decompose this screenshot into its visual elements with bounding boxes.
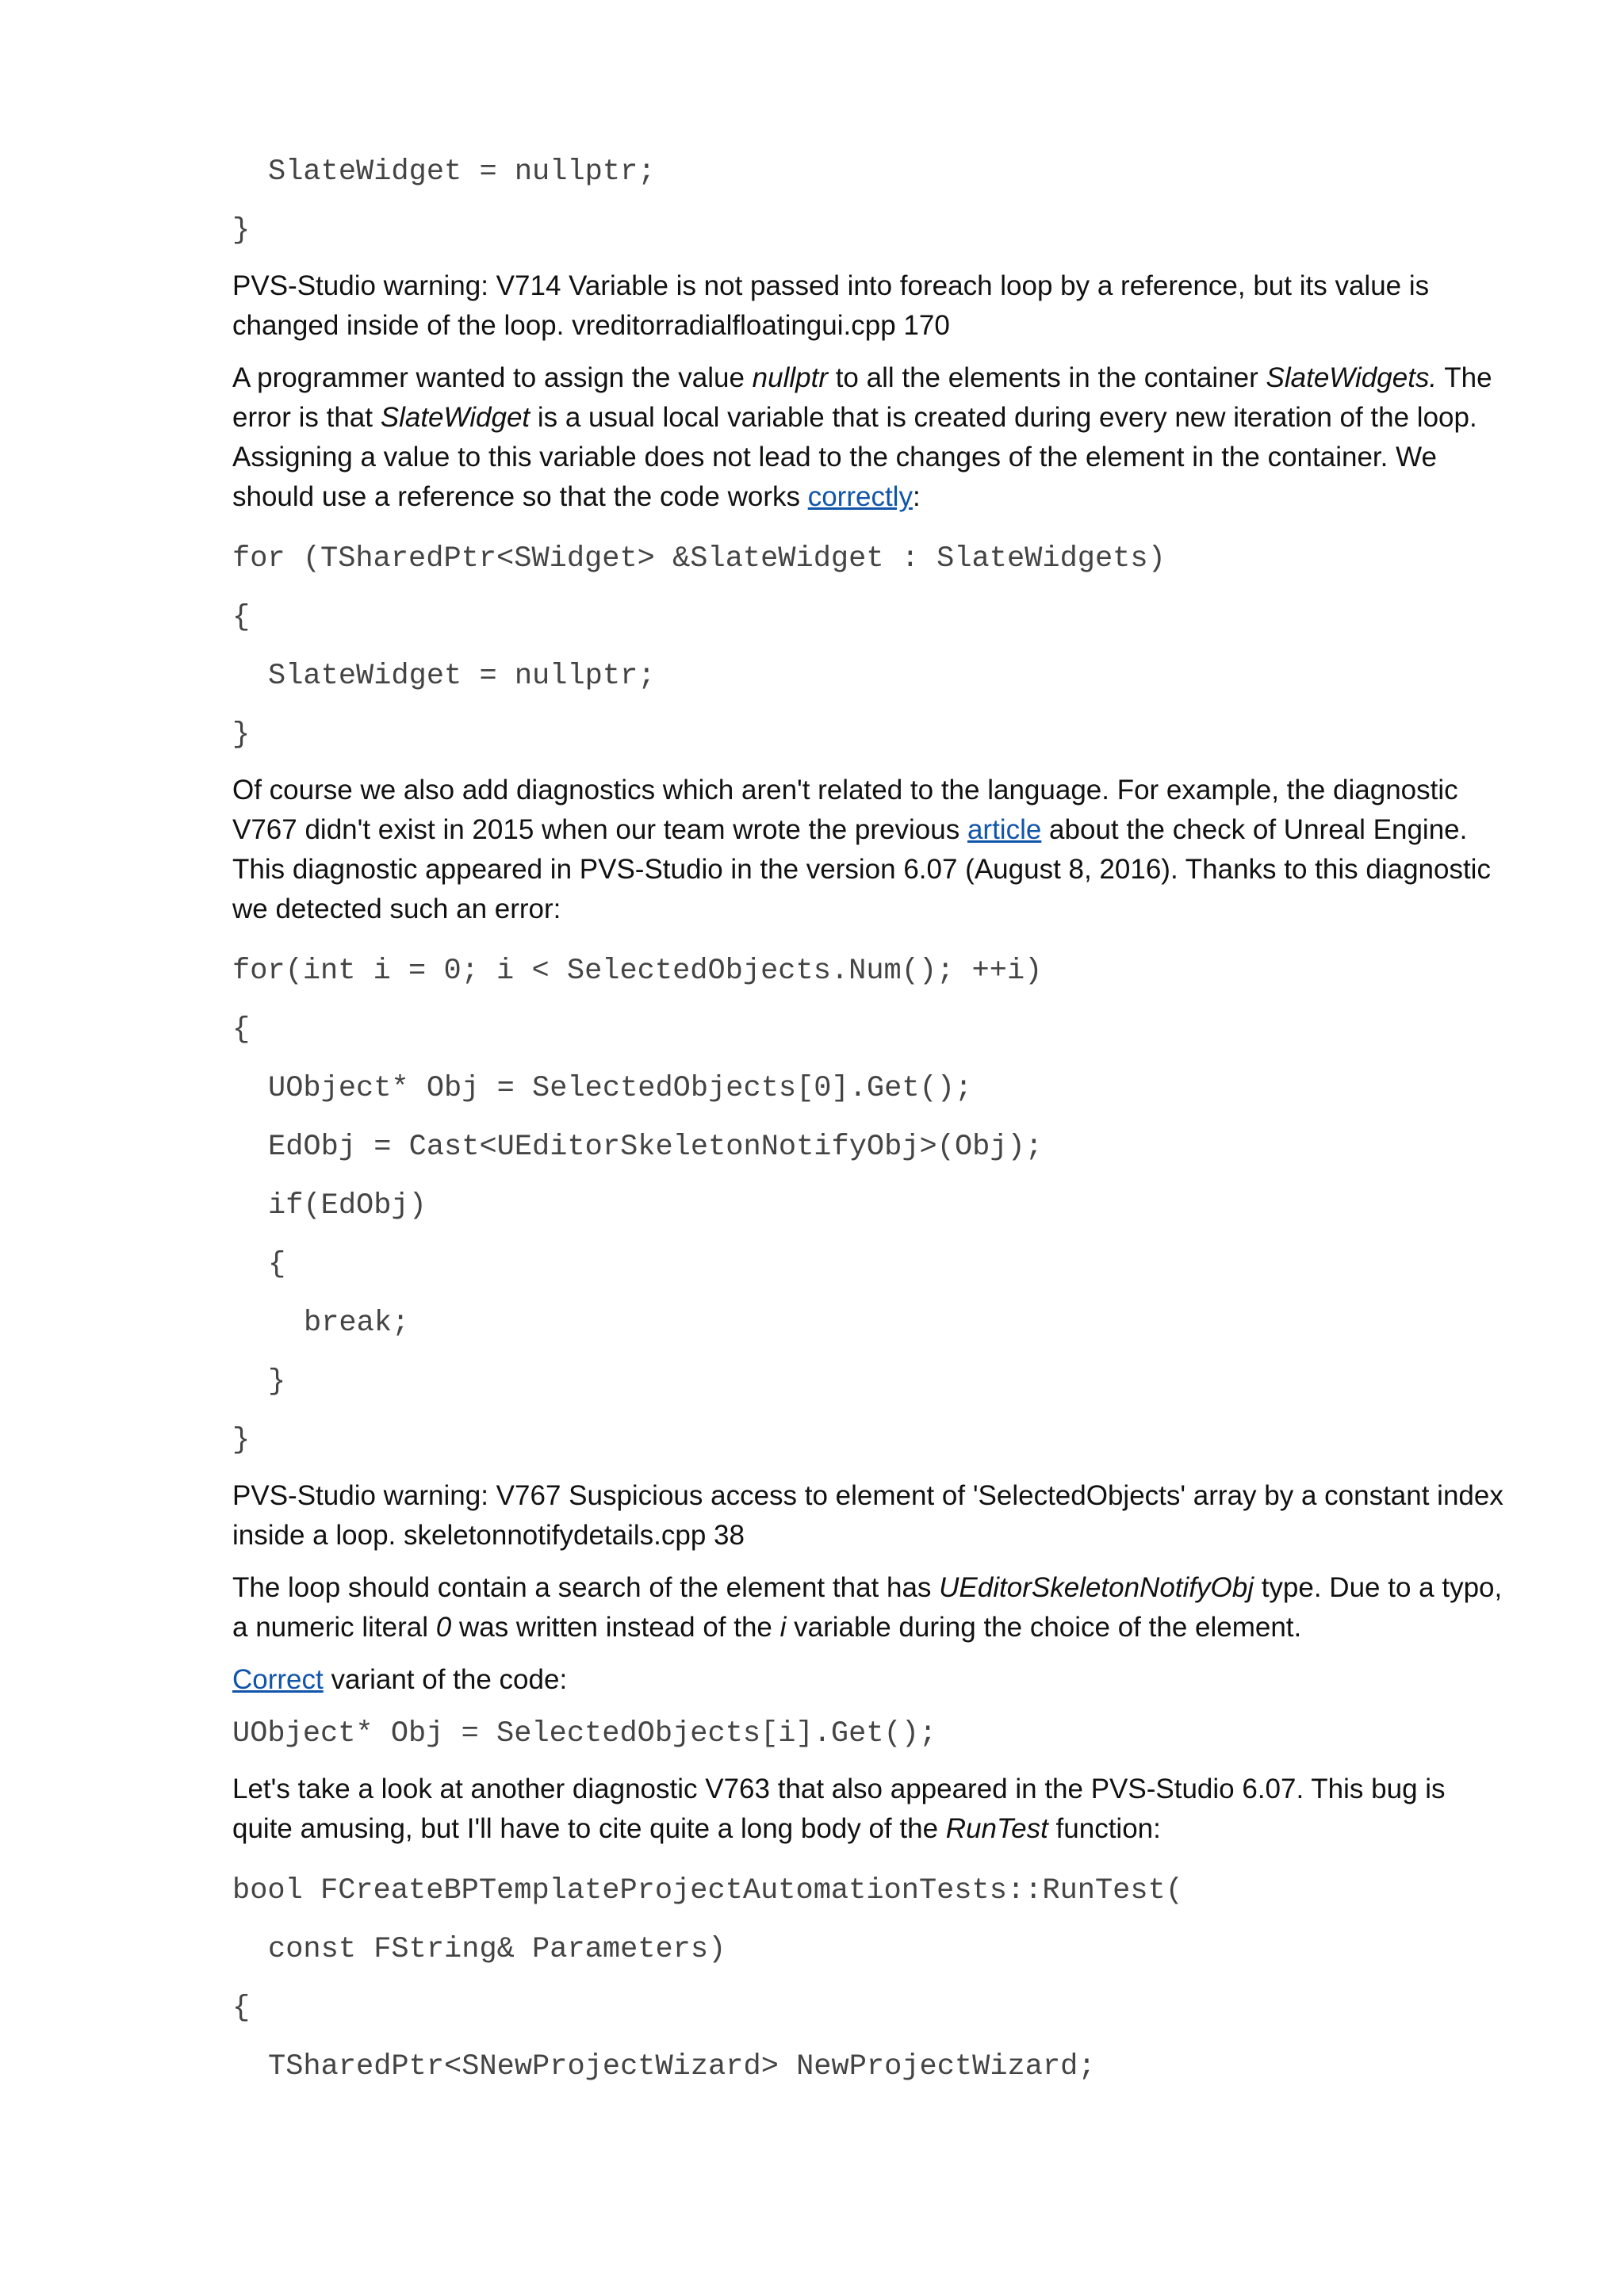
text-run: function: — [1048, 1813, 1161, 1844]
text-run: to all the elements in the container — [827, 362, 1266, 393]
code-line: bool FCreateBPTemplateProjectAutomationTests::RunTest( — [232, 1874, 1183, 1908]
code-line: } — [268, 1365, 286, 1399]
diagnostics-paragraph — [232, 771, 1509, 929]
italic-run: 0 — [435, 1612, 452, 1643]
article-link[interactable]: article — [967, 814, 1042, 845]
italic-run: nullptr — [752, 362, 828, 393]
text-run: was written instead of the — [451, 1612, 780, 1643]
warning-paragraph: PVS-Studio warning: V714 Variable is not passed into foreach loop by a reference, but its value is changed inside of the loop. vreditorradialfloatingui.cpp 170 — [232, 270, 1430, 341]
text-run: Let's take a look at another diagnostic V763 that also appeared in the PVS-Studio 6.07. This bug is quite amusing, but I'll have to cite quite a long body of the — [232, 1774, 1446, 1844]
correctly-link[interactable]: correctly — [807, 481, 913, 512]
correct-variant-paragraph — [232, 1660, 1509, 1700]
text-run: The loop should contain a search of the element that has — [232, 1572, 940, 1603]
code-line: } — [232, 1424, 251, 1457]
code-line: TSharedPtr<SNewProjectWizard> NewProjectWizard; — [268, 2050, 1096, 2084]
warning-paragraph: PVS-Studio warning: V767 Suspicious access to element of 'SelectedObjects' array by a constant index inside a loop. skeletonnotifydetails.cpp 38 — [232, 1480, 1503, 1551]
text-run: about the check of Unreal Engine. This diagnostic appeared in PVS-Studio in the version 6.07 (August 8, 2016). Thanks to this diagnostic we detected such an error: — [232, 814, 1491, 924]
article-body — [232, 143, 1509, 2096]
code-line: break; — [304, 1307, 410, 1340]
text-run: A programmer wanted to assign the value — [232, 362, 753, 393]
code-line: EdObj = Cast<UEditorSkeletonNotifyObj>(Obj); — [268, 1131, 1043, 1164]
code-line: if(EdObj) — [268, 1189, 427, 1223]
code-line: UObject* Obj = SelectedObjects[i].Get(); — [232, 1717, 937, 1751]
italic-run: SlateWidgets. — [1266, 362, 1438, 393]
code-line: SlateWidget = nullptr; — [268, 155, 656, 189]
code-line: { — [232, 601, 251, 634]
code-line: { — [232, 1992, 251, 2025]
code-line: UObject* Obj = SelectedObjects[0].Get(); — [268, 1072, 973, 1105]
code-line: { — [268, 1248, 286, 1281]
text-run: : — [912, 481, 921, 512]
code-line: } — [232, 718, 251, 752]
text-run: is a usual local variable that is created during every new iteration of the loop. Assigning a value to this variable does not lead to the changes of the element in the container. We should use a reference so that the code works — [232, 402, 1477, 512]
code-line: { — [232, 1013, 251, 1047]
text-run: type. Due to a typo, a numeric literal — [232, 1572, 1503, 1643]
explanation-paragraph — [232, 358, 1509, 517]
code-line: } — [232, 214, 251, 247]
code-line: for (TSharedPtr<SWidget> &SlateWidget : SlateWidgets) — [232, 542, 1166, 576]
v763-paragraph — [232, 1770, 1509, 1849]
italic-run: RunTest — [945, 1813, 1048, 1844]
text-run: variable during the choice of the element. — [786, 1612, 1302, 1643]
explanation-paragraph — [232, 1568, 1509, 1647]
italic-run: UEditorSkeletonNotifyObj — [939, 1572, 1254, 1603]
correct-link[interactable]: Correct — [232, 1664, 324, 1695]
italic-run: SlateWidget — [380, 402, 530, 433]
text-run: Of course we also add diagnostics which aren't related to the language. For example, the diagnostic V767 didn't exist in 2015 when our team wrote the previous — [232, 775, 1458, 845]
text-run: The error is that — [232, 362, 1492, 433]
text-run: variant of the code: — [323, 1664, 568, 1695]
code-line: const FString& Parameters) — [268, 1933, 726, 1966]
code-line: SlateWidget = nullptr; — [268, 660, 656, 693]
italic-run: i — [779, 1612, 787, 1643]
code-line: for(int i = 0; i < SelectedObjects.Num(); ++i) — [232, 955, 1043, 988]
